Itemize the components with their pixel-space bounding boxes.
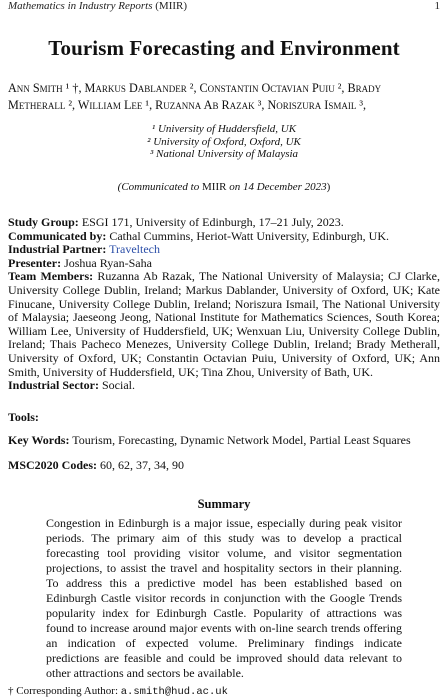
affiliations bbox=[0, 123, 448, 161]
affiliation-2: ² University of Oxford, Oxford, UK bbox=[147, 135, 301, 148]
industrial-sector-value: Social. bbox=[102, 378, 135, 393]
keywords-label: Key Words: bbox=[8, 433, 70, 447]
paper-metadata bbox=[8, 216, 440, 393]
journal-abbrev: (MIIR) bbox=[155, 0, 188, 12]
communicated-by-row bbox=[8, 230, 440, 244]
paper-title: Tourism Forecasting and Environment bbox=[48, 36, 400, 60]
study-group-value: ESGI 171, University of Edinburgh, 17–21 July, 2023. bbox=[81, 215, 344, 229]
keywords-value: Tourism, Forecasting, Dynamic Network Model, Partial Least Squares bbox=[72, 433, 411, 447]
author-list bbox=[8, 80, 440, 114]
team-members-label: Team Members: bbox=[8, 269, 94, 284]
msc-codes-label: MSC2020 Codes: bbox=[8, 458, 97, 472]
presenter-value: Joshua Ryan-Saha bbox=[64, 255, 152, 270]
keywords-row bbox=[8, 433, 411, 448]
authors-line-2: Metherall ², William Lee ¹, Ruzanna Ab Razak ³, Noriszura Ismail ³, bbox=[8, 98, 367, 112]
industrial-partner-row bbox=[8, 243, 440, 257]
corresponding-email[interactable]: a.smith@hud.ac.uk bbox=[120, 686, 228, 698]
team-members-row bbox=[8, 270, 440, 379]
footnote bbox=[8, 685, 228, 698]
team-members-value: Ruzanna Ab Razak, The National University of Malaysia; CJ Clarke, University College Dublin, Ireland; Markus Dablander, University of Oxford, UK; Kate Finucane, University College Dublin, Ireland; Noriszura Ismail, The National University of Malaysia; Jaeseong Jeong, National Institute for Mathematics Sciences, South Korea; William Lee, University of Huddersfield, UK; Wenxuan Liu, University College Dublin, Ireland; Thais Pacheco Menezes, University College Dublin, Ireland; Brady Metherall, University of Oxford, UK; Constantin Octavian Puiu, University of Oxford, UK; Ann Smith, University of Huddersfield, UK; Tina Zhou, University of Bath, UK. bbox=[8, 269, 440, 379]
footnote-label: Corresponding Author: bbox=[16, 685, 118, 697]
communicated-journal: MIIR bbox=[202, 181, 227, 193]
presenter-row bbox=[8, 257, 440, 271]
study-group-row bbox=[8, 216, 440, 230]
running-head bbox=[8, 0, 440, 14]
industrial-sector-row bbox=[8, 379, 440, 393]
tools-label: Tools: bbox=[8, 410, 39, 424]
communicated-by-value: Cathal Cummins, Heriot-Watt University, Edinburgh, UK. bbox=[109, 228, 390, 243]
journal-name: Mathematics in Industry Reports bbox=[8, 0, 153, 12]
communicated-suffix: ) bbox=[326, 181, 331, 193]
communicated-prefix: (Communicated to bbox=[117, 181, 200, 193]
summary-text: Congestion in Edinburgh is a major issue, especially during peak visitor periods. The primary aim of this study was to develop a practical forecasting tool providing visitor volume, and visitor segmentation projections, to assist the travel and hospitality sectors in their planning. To address this a predictive model has been established based on Edinburgh Castle visitor records in conjunction with the Google Trends popularity index for Edinburgh Castle. Popularity of attractions was found to increase around major events with on-line search trends offering an indication of expected volume. Preliminary findings indicate predictions are feasible and could be improved should data relevant to other attractions and sectors be available. bbox=[46, 516, 402, 680]
summary-heading: Summary bbox=[197, 497, 251, 511]
authors-line-1: Ann Smith ¹ †, Markus Dablander ², Constantin Octavian Puiu ², Brady bbox=[8, 81, 382, 95]
industrial-sector-label: Industrial Sector: bbox=[8, 378, 99, 393]
communicated-date: 14 December 2023 bbox=[242, 181, 327, 193]
footnote-marker: † bbox=[8, 685, 14, 697]
industrial-partner-link[interactable]: Traveltech bbox=[109, 242, 161, 257]
communicated-on: on bbox=[229, 181, 241, 193]
msc-codes-value: 60, 62, 37, 34, 90 bbox=[100, 458, 184, 472]
communicated-note bbox=[0, 181, 448, 193]
presenter-label: Presenter: bbox=[8, 255, 62, 270]
msc-codes-row bbox=[8, 458, 184, 473]
affiliation-3: ³ National University of Malaysia bbox=[149, 148, 299, 160]
affiliation-1: ¹ University of Huddersfield, UK bbox=[151, 123, 297, 135]
study-group-label: Study Group: bbox=[8, 215, 79, 229]
communicated-by-label: Communicated by: bbox=[8, 228, 107, 243]
page-number: 1 bbox=[434, 0, 440, 12]
industrial-partner-label: Industrial Partner: bbox=[8, 242, 107, 257]
